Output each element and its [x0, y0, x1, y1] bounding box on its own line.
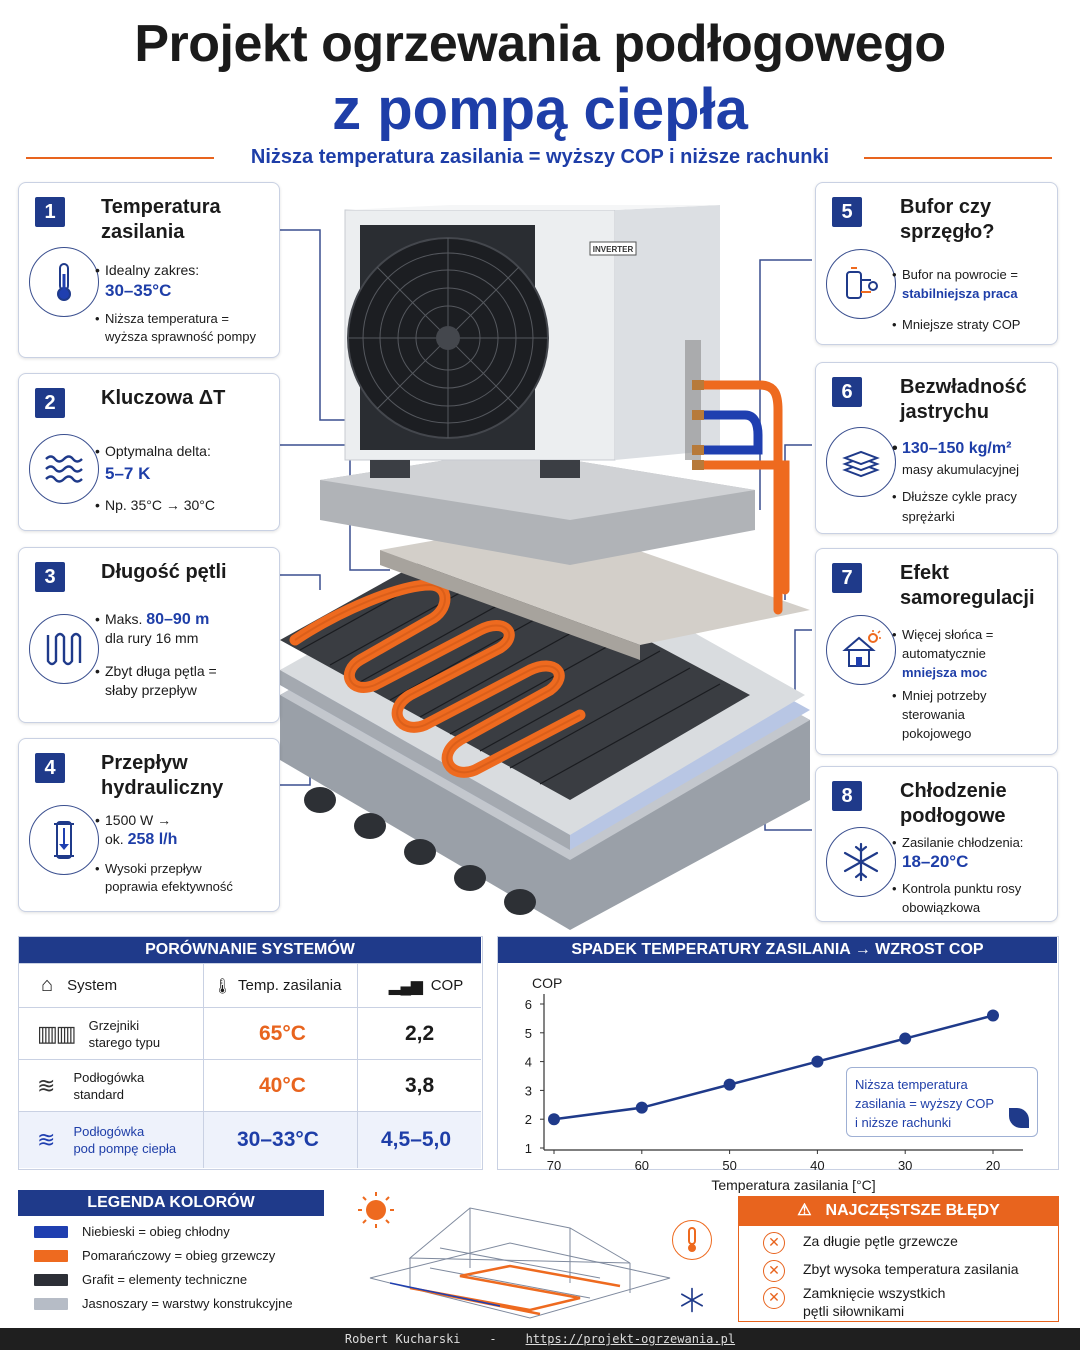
error-item: ✕ Zamknięcie wszystkich pętli siłownikami [763, 1284, 945, 1320]
leaf-icon [1009, 1108, 1029, 1128]
card-floor-cooling: 8 Chłodzenie podłogowe • Zasilanie chłodzenia: 18–20°C • Kontrola punktu rosy obowiązkowa [815, 766, 1058, 922]
footer-author: Robert Kucharski [344, 1332, 461, 1346]
signal-bars-icon: ▂▄▆ [389, 977, 423, 995]
errors-heading: ⚠ NAJCZĘSTSZE BŁĘDY [738, 1196, 1059, 1226]
cop-data-point [987, 1010, 999, 1022]
card-number: 2 [35, 388, 65, 418]
inverter-label: INVERTER [592, 245, 634, 254]
card-number: 1 [35, 197, 65, 227]
page-title-line2: z pompą ciepła [332, 77, 748, 142]
cop-chart [497, 936, 1059, 1193]
thermometer-icon [672, 1220, 712, 1260]
house-icon: ⌂ [41, 974, 54, 996]
x-circle-icon: ✕ [763, 1232, 785, 1254]
card-title: Temperatura zasilania [101, 196, 221, 243]
legend-item: Jasnoszary = warstwy konstrukcyjne [34, 1296, 293, 1311]
card-hydraulic-flow: 4 Przepływ hydrauliczny • 1500 W → ok. 258 l/h • Wysoki przepływ poprawia efektywność [18, 738, 280, 912]
snowflake-icon [826, 827, 896, 897]
x-tick-label: 30 [897, 1158, 913, 1173]
x-tick-label: 20 [985, 1158, 1001, 1173]
table-row: ≋ Podłogówka pod pompę ciepła 30–33°C 4,5–5,0 [19, 1111, 481, 1168]
y-tick-label: 2 [524, 1112, 532, 1128]
page-subtitle: Niższa temperatura zasilania = wyższy COP i niższe rachunki [250, 146, 830, 168]
x-circle-icon: ✕ [763, 1287, 785, 1309]
card-loop-length: 3 Długość pętli • Maks. 80–90 m dla rury 16 mm • Zbyt długa pętla = słaby przepływ [18, 547, 280, 723]
card-number: 7 [832, 563, 862, 593]
legend-heading: LEGENDA KOLORÓW [18, 1190, 324, 1216]
floor-loop-icon: ≋ [37, 1127, 56, 1152]
pipe-loop-icon [29, 614, 99, 684]
error-item: ✕ Zbyt wysoka temperatura zasilania [763, 1260, 1019, 1282]
flowmeter-icon [29, 805, 99, 875]
heating-illustration [280, 190, 810, 930]
y-tick-label: 3 [524, 1083, 532, 1099]
chart-title: SPADEK TEMPERATURY ZASILANIA → WZROST COP [498, 937, 1057, 963]
cop-data-point [899, 1033, 911, 1045]
footer-link[interactable]: https://projekt-ogrzewania.pl [525, 1332, 736, 1346]
card-title: Chłodzenie podłogowe [900, 780, 1007, 827]
chart-annotation: Niższa temperatura zasilania = wyższy COP i niższe rachunki [846, 1067, 1038, 1137]
y-tick-label: 4 [524, 1054, 532, 1070]
floor-loop-icon: ≋ [37, 1072, 56, 1098]
legend-item: Pomarańczowy = obieg grzewczy [34, 1248, 275, 1263]
buffer-tank-icon [826, 249, 896, 319]
card-number: 6 [832, 377, 862, 407]
card-title: Kluczowa ΔT [101, 387, 226, 409]
layers-icon [826, 427, 896, 497]
card-title: Długość pętli [101, 561, 227, 583]
thermometer-icon [29, 247, 99, 317]
x-circle-icon: ✕ [763, 1260, 785, 1282]
radiator-icon: ▥▥ [37, 1020, 75, 1046]
card-title: Efekt samoregulacji [900, 562, 1035, 609]
sun-house-icon [826, 615, 896, 685]
x-tick-label: 60 [634, 1158, 650, 1173]
card-screed-inertia: 6 Bezwładność jastrychu • 130–150 kg/m² masy akumulacyjnej • Dłuższe cykle pracy sprężarki [815, 362, 1058, 534]
y-axis-label: COP [532, 975, 563, 991]
card-number: 4 [35, 753, 65, 783]
card-number: 3 [35, 562, 65, 592]
color-legend [18, 1190, 324, 1322]
cop-data-point [636, 1102, 648, 1114]
card-title: Bufor czy sprzęgło? [900, 196, 995, 243]
cop-data-point [811, 1056, 823, 1068]
card-number: 8 [832, 781, 862, 811]
legend-item: Niebieski = obieg chłodny [34, 1224, 230, 1239]
thermometer-icon: 🌡 [213, 977, 233, 995]
table-row: ▥▥ Grzejniki starego typu 65°C 2,2 [19, 1007, 481, 1059]
error-item: ✕ Za długie pętle grzewcze [763, 1232, 958, 1254]
card-title: Bezwładność jastrychu [900, 376, 1027, 423]
house-wireframe-illustration [350, 1188, 720, 1328]
legend-item: Grafit = elementy techniczne [34, 1272, 247, 1287]
waves-icon [29, 434, 99, 504]
x-tick-label: 50 [722, 1158, 737, 1173]
card-delta-t: 2 Kluczowa ΔT • Optymalna delta: 5–7 K • Np. 35°C → 30°C [18, 373, 280, 531]
comparison-table [18, 936, 483, 1170]
footer: Robert Kucharski - https://projekt-ogrzewania.pl [0, 1328, 1080, 1350]
card-self-regulation: 7 Efekt samoregulacji • Więcej słońca = automatycznie mniejsza moc • Mniej potrzeby sterowania pokojowego [815, 548, 1058, 755]
y-tick-label: 6 [524, 997, 532, 1012]
table-row: ≋ Podłogówka standard 40°C 3,8 [19, 1059, 481, 1111]
x-tick-label: 40 [810, 1158, 825, 1173]
y-tick-label: 5 [524, 1025, 532, 1041]
table-header-row: ⌂ System 🌡 Temp. zasilania ▂▄▆ COP [19, 963, 481, 1007]
card-supply-temperature: 1 Temperatura zasilania • Idealny zakres: 30–35°C • Niższa temperatura = wyższa sprawność pompy [18, 182, 280, 358]
x-tick-label: 70 [546, 1158, 562, 1173]
snowflake-icon [672, 1280, 712, 1320]
page-title: Projekt ogrzewania podłogowego [134, 15, 946, 73]
cop-data-point [724, 1079, 736, 1091]
card-buffer-or-coupler: 5 Bufor czy sprzęgło? • Bufor na powrocie = stabilniejsza praca • Mniejsze straty COP [815, 182, 1058, 345]
cop-data-point [548, 1113, 560, 1125]
warning-icon: ⚠ [797, 1202, 812, 1219]
x-axis-label: Temperatura zasilania [°C] [711, 1177, 876, 1193]
comparison-heading: PORÓWNANIE SYSTEMÓW [19, 937, 481, 963]
card-title: Przepływ hydrauliczny [101, 752, 224, 799]
y-tick-label: 1 [524, 1141, 532, 1156]
card-number: 5 [832, 197, 862, 227]
